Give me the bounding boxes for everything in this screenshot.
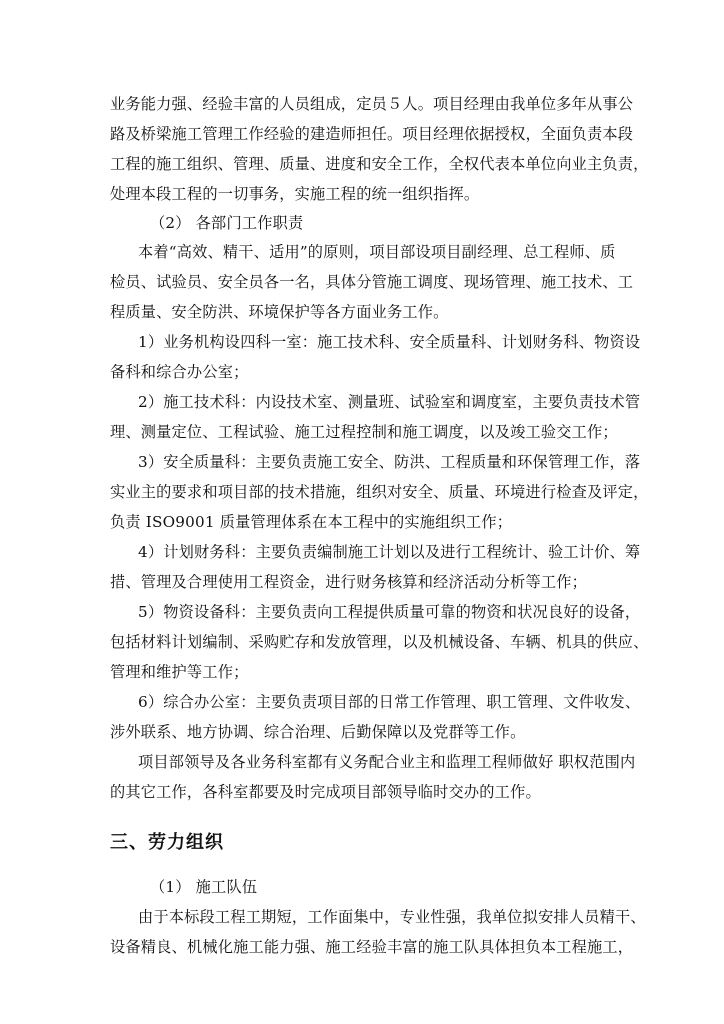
list-item-line: 备科和综合办公室； [110, 363, 249, 381]
paragraph-line: 业务能力强、经验丰富的人员组成，定员５人。项目经理由我单位多年从事公 [110, 95, 634, 113]
list-item-line: 实业主的要求和项目部的技术措施，组织对安全、质量、环境进行检查及评定， [110, 483, 649, 501]
list-item-line: 管理和维护等工作； [110, 663, 249, 681]
subsection-title: （1） 施工队伍 [150, 878, 258, 896]
paragraph-line: 设备精良、机械化施工能力强、施工经验丰富的施工队具体担负本工程施工， [110, 938, 634, 956]
list-item-line: 措、管理及合理使用工程资金，进行财务核算和经济活动分析等工作； [110, 573, 588, 591]
paragraph-line: 程质量、安全防洪、环境保护等各方面业务工作。 [110, 303, 449, 321]
list-item-line: 5）物资设备科：主要负责向工程提供质量可靠的物资和状况良好的设备， [138, 603, 641, 621]
paragraph-line: 由于本标段工程工期短，工作面集中，专业性强，我单位拟安排人员精干、 [138, 908, 646, 926]
list-item-line: 涉外联系、地方协调、综合治理、后勤保障以及党群等工作。 [110, 723, 526, 741]
list-item-line: 2）施工技术科：内设技术室、测量班、试验室和调度室，主要负责技术管 [138, 393, 641, 411]
list-item-line: 理、测量定位、工程试验、施工过程控制和施工调度，以及竣工验交工作； [110, 423, 618, 441]
subsection-title: （2） 各部门工作职责 [150, 214, 304, 232]
paragraph-line: 本着“高效、精干、适用”的原则，项目部设项目副经理、总工程师、质 [138, 243, 616, 261]
list-item-line: 6）综合办公室：主要负责项目部的日常工作管理、职工管理、文件收发、 [138, 693, 641, 711]
paragraph-line: 检员、试验员、安全员各一名，具体分管施工调度、现场管理、施工技术、工 [110, 273, 634, 291]
paragraph-line: 处理本段工程的一切事务，实施工程的统一组织指挥。 [110, 185, 480, 203]
paragraph-line: 项目部领导及各业务科室都有义务配合业主和监理工程师做好 职权范围内 [138, 753, 636, 771]
list-item-line: 负责 ISO9001 质量管理体系在本工程中的实施组织工作； [110, 513, 513, 531]
list-item-line: 包括材料计划编制、采购贮存和发放管理，以及机械设备、车辆、机具的供应、 [110, 633, 649, 651]
paragraph-line: 工程的施工组织、管理、质量、进度和安全工作，全权代表本单位向业主负责， [110, 155, 649, 173]
paragraph-line: 的其它工作，各科室都要及时完成项目部领导临时交办的工作。 [110, 783, 541, 801]
section-heading: 三、劳力组织 [110, 832, 224, 853]
paragraph-line: 路及桥梁施工管理工作经验的建造师担任。项目经理依据授权，全面负责本段 [110, 125, 634, 143]
list-item-line: 1）业务机构设四科一室：施工技术科、安全质量科、计划财务科、物资设 [138, 333, 641, 351]
list-item-line: 4）计划财务科：主要负责编制施工计划以及进行工程统计、验工计价、筹 [138, 543, 641, 561]
list-item-line: 3）安全质量科：主要负责施工安全、防洪、工程质量和环保管理工作，落 [138, 453, 641, 471]
